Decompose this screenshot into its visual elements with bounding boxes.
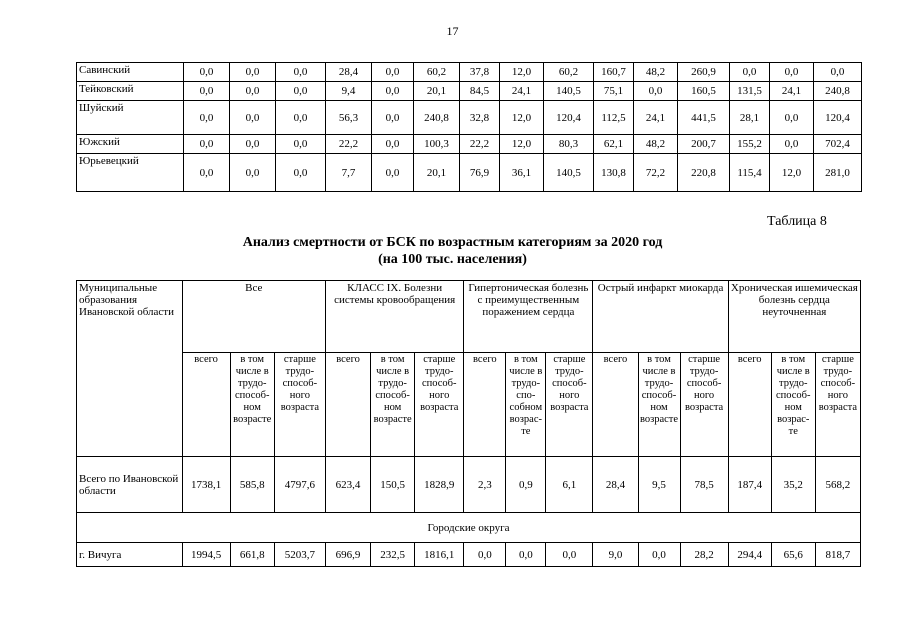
table-cell: 120,4 (814, 101, 862, 135)
table-row (77, 154, 862, 192)
table-cell: 115,4 (730, 154, 770, 192)
table-cell: 75,1 (594, 82, 634, 101)
table-cell: 0,0 (464, 543, 506, 567)
table-cell: 32,8 (460, 101, 500, 135)
table-cell: 0,0 (638, 543, 680, 567)
table-cell: 0,0 (372, 101, 414, 135)
sub-header: в том числе в трудо-спо-собном возрас-те (506, 353, 546, 457)
table-cell: 0,0 (276, 154, 326, 192)
table-cell: 0,9 (506, 457, 546, 513)
table-cell: 1816,1 (415, 543, 464, 567)
table-cell: 76,9 (460, 154, 500, 192)
table-cell: 187,4 (728, 457, 771, 513)
sub-header: старше трудо-способ-ного возраста (815, 353, 860, 457)
continued-table (76, 62, 862, 192)
table-cell: 28,4 (326, 63, 372, 82)
row-name: г. Вичуга (77, 543, 183, 567)
table-cell: 150,5 (371, 457, 415, 513)
table-cell: 48,2 (634, 135, 678, 154)
table-cell: 1738,1 (182, 457, 230, 513)
table-cell: 232,5 (371, 543, 415, 567)
sub-header: в том числе в трудо-способ-ном возрасте (371, 353, 415, 457)
table-cell: 568,2 (815, 457, 860, 513)
table-cell: 5203,7 (274, 543, 325, 567)
mortality-table (76, 280, 861, 567)
sub-header: в том числе в трудо-способ-ном возрасте (230, 353, 274, 457)
table-cell: 0,0 (372, 63, 414, 82)
table-label: Таблица 8 (767, 214, 827, 229)
table-cell: 0,0 (506, 543, 546, 567)
table-cell: 20,1 (414, 154, 460, 192)
table-cell: 818,7 (815, 543, 860, 567)
table-cell: 281,0 (814, 154, 862, 192)
group-header-hypertensive: Гипертоническая болезнь с преимущественным поражением сердца (464, 281, 593, 353)
row-name: Всего по Ивановской области (77, 457, 183, 513)
group-header-ischemic: Хроническая ишемическая болезнь сердца неуточненная (728, 281, 860, 353)
table-cell: 6,1 (546, 457, 593, 513)
table-cell: 696,9 (326, 543, 371, 567)
table-cell: 60,2 (544, 63, 594, 82)
table-cell: 160,5 (678, 82, 730, 101)
sub-header: старше трудо-способ-ного возраста (274, 353, 325, 457)
table-cell: 585,8 (230, 457, 274, 513)
table-cell: 0,0 (184, 63, 230, 82)
table-cell: 0,0 (276, 82, 326, 101)
table-cell: 28,1 (730, 101, 770, 135)
table-cell: 0,0 (230, 154, 276, 192)
sub-header: старше трудо-способ-ного возраста (546, 353, 593, 457)
table-cell: 0,0 (770, 101, 814, 135)
table-cell: 28,4 (593, 457, 638, 513)
table-cell: 0,0 (634, 82, 678, 101)
table-cell: 78,5 (680, 457, 728, 513)
table-cell: 24,1 (634, 101, 678, 135)
table-cell: 661,8 (230, 543, 274, 567)
table-cell: 22,2 (326, 135, 372, 154)
group-header-circulatory: КЛАСС IX. Болезни системы кровообращения (326, 281, 464, 353)
sub-header: в том числе в трудо-способ-ном возрас-те (771, 353, 815, 457)
table-cell: 130,8 (594, 154, 634, 192)
table-cell: 0,0 (730, 63, 770, 82)
row-name: Южский (77, 135, 184, 154)
page-number: 17 (446, 24, 459, 38)
table-cell: 62,1 (594, 135, 634, 154)
table-cell: 0,0 (184, 101, 230, 135)
table-cell: 9,5 (638, 457, 680, 513)
table-cell: 140,5 (544, 154, 594, 192)
table-cell: 623,4 (326, 457, 371, 513)
table-cell: 240,8 (814, 82, 862, 101)
table-cell: 12,0 (770, 154, 814, 192)
table-cell: 0,0 (372, 135, 414, 154)
table-cell: 0,0 (770, 135, 814, 154)
table-cell: 9,4 (326, 82, 372, 101)
table-cell: 0,0 (372, 82, 414, 101)
sub-header: всего (182, 353, 230, 457)
group-header-row (77, 281, 861, 353)
row-name: Юрьевецкий (77, 154, 184, 192)
table-cell: 35,2 (771, 457, 815, 513)
corner-header: Муниципальные образования Ивановской области (77, 281, 183, 457)
table-cell: 0,0 (184, 135, 230, 154)
table-cell: 60,2 (414, 63, 460, 82)
table-cell: 0,0 (184, 82, 230, 101)
group-header-infarction: Острый инфаркт миокарда (593, 281, 728, 353)
table-cell: 0,0 (230, 135, 276, 154)
table-cell: 72,2 (634, 154, 678, 192)
table-cell: 702,4 (814, 135, 862, 154)
sub-header: всего (728, 353, 771, 457)
table-cell: 240,8 (414, 101, 460, 135)
table-cell: 441,5 (678, 101, 730, 135)
table-cell: 120,4 (544, 101, 594, 135)
table-cell: 260,9 (678, 63, 730, 82)
table-cell: 2,3 (464, 457, 506, 513)
table-cell: 84,5 (460, 82, 500, 101)
table-cell: 0,0 (230, 82, 276, 101)
table-cell: 131,5 (730, 82, 770, 101)
row-name: Савинский (77, 63, 184, 82)
table-cell: 80,3 (544, 135, 594, 154)
table-cell: 294,4 (728, 543, 771, 567)
table-cell: 48,2 (634, 63, 678, 82)
table-cell: 1828,9 (415, 457, 464, 513)
table-cell: 100,3 (414, 135, 460, 154)
sub-header: всего (464, 353, 506, 457)
table-cell: 24,1 (500, 82, 544, 101)
table-cell: 12,0 (500, 135, 544, 154)
table-cell: 4797,6 (274, 457, 325, 513)
row-name: Шуйский (77, 101, 184, 135)
table-cell: 0,0 (276, 135, 326, 154)
sub-header: старше трудо-способ-ного возраста (680, 353, 728, 457)
table-cell: 0,0 (372, 154, 414, 192)
section-row (77, 513, 861, 543)
sub-header-row (77, 353, 861, 457)
row-name: Тейковский (77, 82, 184, 101)
table-row (77, 543, 861, 567)
table-cell: 0,0 (184, 154, 230, 192)
table-row (77, 82, 862, 101)
table-cell: 0,0 (230, 63, 276, 82)
table-cell: 24,1 (770, 82, 814, 101)
table-cell: 140,5 (544, 82, 594, 101)
table-cell: 22,2 (460, 135, 500, 154)
table-cell: 9,0 (593, 543, 638, 567)
table-cell: 7,7 (326, 154, 372, 192)
table-cell: 160,7 (594, 63, 634, 82)
table-cell: 0,0 (276, 63, 326, 82)
table-subtitle: (на 100 тыс. населения) (378, 252, 527, 267)
sub-header: старше трудо-способ-ного возраста (415, 353, 464, 457)
table-cell: 12,0 (500, 101, 544, 135)
total-row (77, 457, 861, 513)
sub-header: всего (326, 353, 371, 457)
group-header-all: Все (182, 281, 325, 353)
table-cell: 220,8 (678, 154, 730, 192)
section-label: Городские округа (77, 513, 861, 543)
table-cell: 0,0 (814, 63, 862, 82)
table-cell: 1994,5 (182, 543, 230, 567)
table-cell: 0,0 (276, 101, 326, 135)
table-cell: 0,0 (230, 101, 276, 135)
sub-header: всего (593, 353, 638, 457)
table-cell: 37,8 (460, 63, 500, 82)
table-cell: 0,0 (770, 63, 814, 82)
table-cell: 200,7 (678, 135, 730, 154)
table-cell: 56,3 (326, 101, 372, 135)
table-row (77, 101, 862, 135)
table-cell: 65,6 (771, 543, 815, 567)
table-cell: 12,0 (500, 63, 544, 82)
sub-header: в том числе в трудо-способ-ном возрасте (638, 353, 680, 457)
table-cell: 0,0 (546, 543, 593, 567)
table-cell: 112,5 (594, 101, 634, 135)
table-cell: 155,2 (730, 135, 770, 154)
table-row (77, 135, 862, 154)
table-cell: 20,1 (414, 82, 460, 101)
table-row (77, 63, 862, 82)
table-cell: 28,2 (680, 543, 728, 567)
table-title: Анализ смертности от БСК по возрастным категориям за 2020 год (242, 235, 663, 250)
table-cell: 36,1 (500, 154, 544, 192)
